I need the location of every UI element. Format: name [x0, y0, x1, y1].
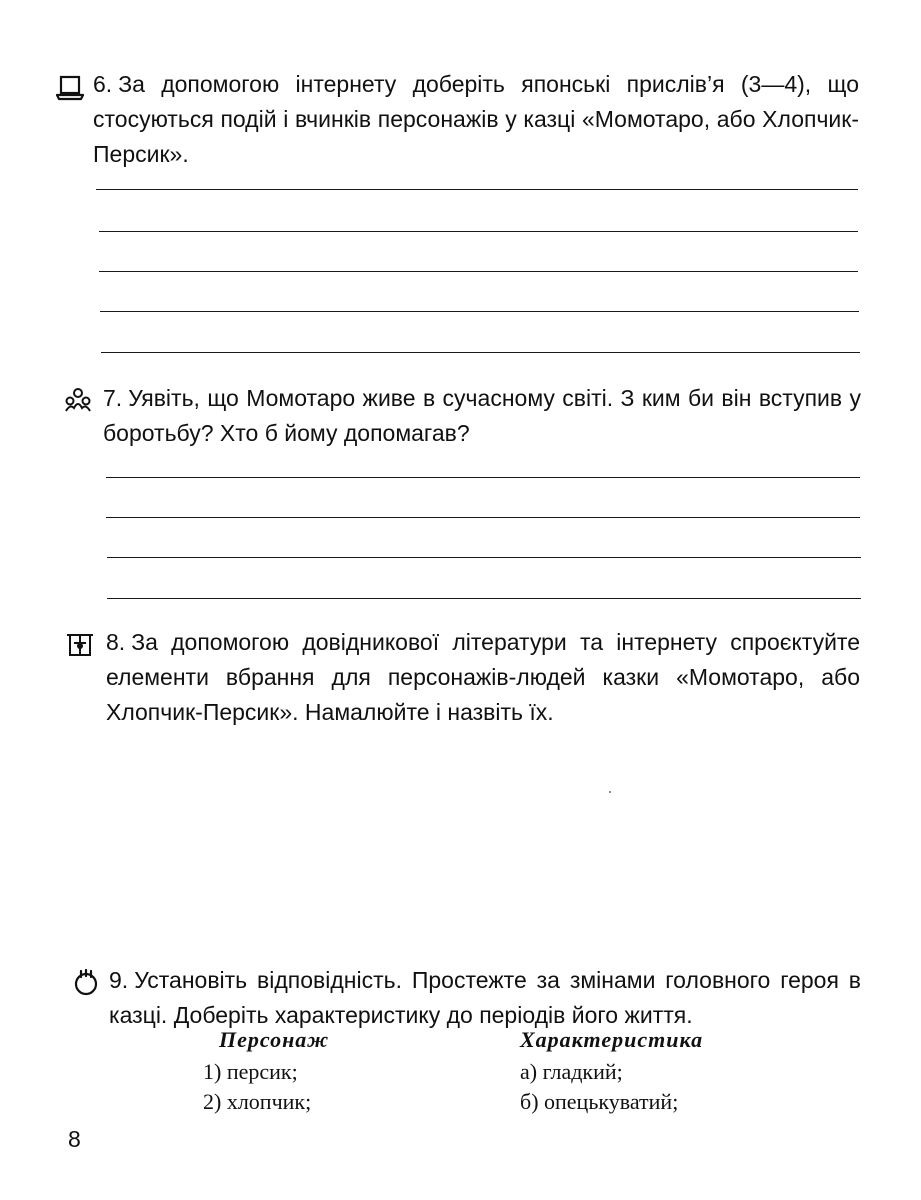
matching-right-header: Характеристика: [520, 1027, 704, 1052]
matching-left-item: 2) хлопчик;: [203, 1089, 312, 1114]
answer-line[interactable]: [106, 517, 860, 518]
hand-touch-icon: [72, 968, 100, 996]
matching-right-item: б) опецькуватий;: [520, 1089, 679, 1114]
print-speck: [609, 791, 611, 793]
answer-line[interactable]: [100, 311, 859, 312]
answer-line[interactable]: [106, 477, 860, 478]
task-7-text: 7. Уявіть, що Момотаро живе в сучасному світі. З ким би він вступив у боротьбу? Хто б йому допомагав?: [103, 385, 861, 446]
matching-left-item: 1) персик;: [203, 1059, 298, 1084]
task-6-text: 6. За допомогою інтернету доберіть японські прислів’я (3—4), що стосуються подій і вчинків персонажів у казці «Момотаро, або Хлопчик-Персик».: [93, 71, 859, 167]
answer-line[interactable]: [107, 557, 861, 558]
answer-line[interactable]: [99, 231, 858, 232]
task-8-text: 8. За допомогою довідникової літератури та інтернету спроєктуйте елементи вбрання для персонажів-людей казки «Момотаро, або Хлопчик-Персик». Намалюйте і назвіть їх.: [106, 629, 860, 725]
answer-line[interactable]: [107, 598, 861, 599]
group-discussion-icon: [64, 386, 92, 414]
page-number: 8: [68, 1126, 81, 1152]
task-9-number: 9.: [109, 967, 129, 993]
project-icon: [66, 631, 94, 659]
task-9-text: 9. Установіть відповідність. Простежте за змінами головного героя в казці. Доберіть характеристику до періодів його життя.: [109, 967, 861, 1028]
answer-line[interactable]: [101, 352, 860, 353]
laptop-icon: [56, 74, 84, 102]
matching-left-header: Персонаж: [219, 1027, 330, 1052]
matching-right-item: а) гладкий;: [520, 1059, 623, 1084]
task-8-number: 8.: [106, 629, 126, 655]
task-7-number: 7.: [103, 385, 123, 411]
answer-line[interactable]: [96, 189, 858, 190]
answer-line[interactable]: [99, 271, 858, 272]
task-6-number: 6.: [93, 71, 113, 97]
